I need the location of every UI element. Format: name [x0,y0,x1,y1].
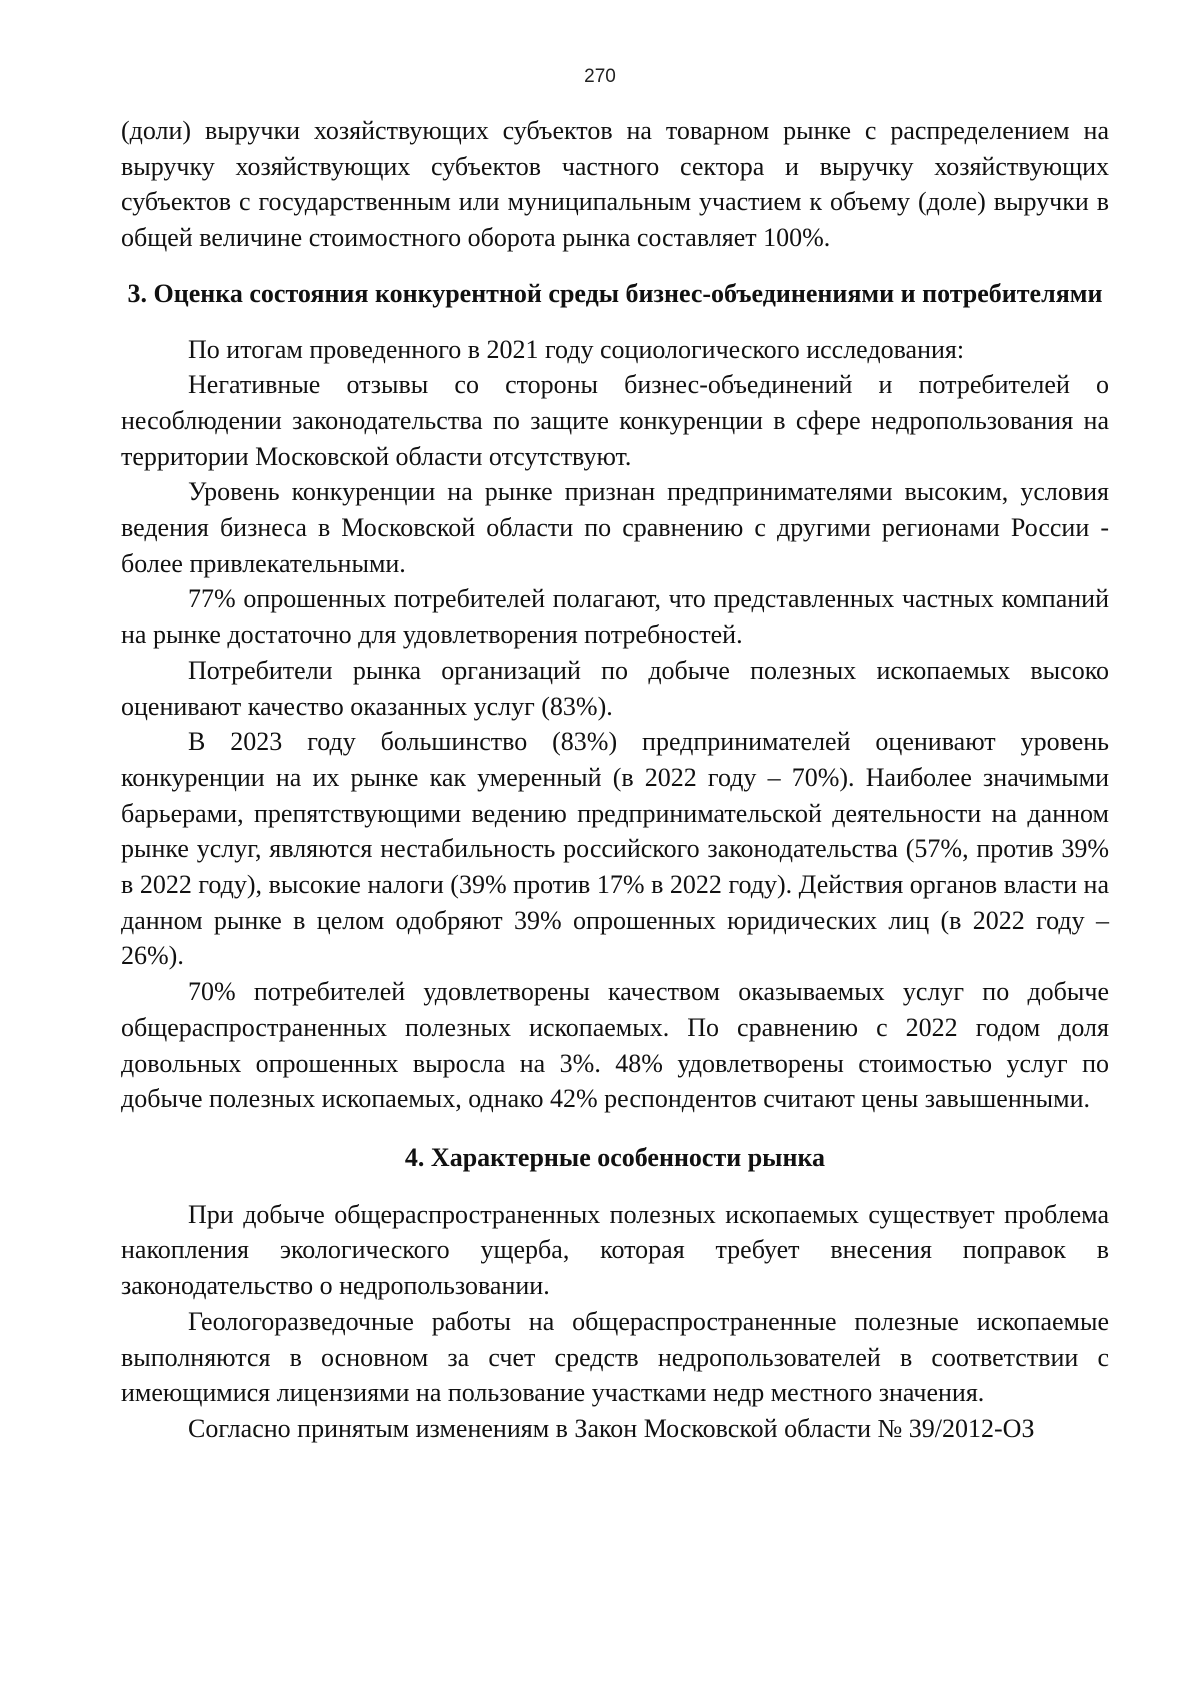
section-4-heading: 4. Характерные особенности рынка [404,1142,826,1172]
section-3-paragraph: 77% опрошенных потребителей полагают, что представленных частных компаний на рынке достаточно для удовлетворения потребностей. [121,584,1109,650]
document-body [121,113,1109,1447]
page-number: 270 [584,66,616,87]
section-3-paragraph: Уровень конкуренции на рынке признан предпринимателями высоким, условия ведения бизнеса в Московской области по сравнению с другими регионами России - более привлекательными. [121,477,1109,578]
section-3-paragraph: Негативные отзывы со стороны бизнес-объединений и потребителей о несоблюдении законодательства по защите конкуренции в сфере недропользования на территории Московской области отсутствуют. [121,370,1109,471]
section-3-paragraph: Потребители рынка организаций по добыче полезных ископаемых высоко оценивают качество оказанных услуг (83%). [121,655,1109,721]
section-4-paragraph: Согласно принятым изменениям в Закон Московской области № 39/2012-ОЗ [188,1413,1035,1443]
section-4-paragraph: Геологоразведочные работы на общераспространенные полезные ископаемые выполняются в основном за счет средств недропользователей в соответствии с имеющимися лицензиями на пользование участками недр местного значения. [121,1306,1109,1408]
section-3-paragraph: 70% потребителей удовлетворены качеством оказываемых услуг по добыче общераспространенных полезных ископаемых. По сравнению с 2022 годом доля довольных опрошенных выросла на 3%. 48% удовлетворены стоимостью услуг по добыче полезных ископаемых, однако 42% респондентов считают цены завышенными. [121,977,1109,1114]
intro-paragraph: (доли) выручки хозяйствующих субъектов на товарном рынке с распределением на выручку хозяйствующих субъектов частного сектора и выручку хозяйствующих субъектов с государственным или муниципальным участием к объему (доле) выручки в общей величине стоимостного оборота рынка составляет 100%. [121,116,1109,253]
section-3-paragraph: По итогам проведенного в 2021 году социологического исследования: [188,334,965,364]
section-3-paragraph: В 2023 году большинство (83%) предпринимателей оценивают уровень конкуренции на их рынке как умеренный (в 2022 году – 70%). Наиболее значимыми барьерами, препятствующими ведению предпринимательской деятельности на данном рынке услуг, являются нестабильность российского законодательства (57%, против 39% в 2022 году), высокие налоги (39% против 17% в 2022 году). Действия органов власти на данном рынке в целом одобряют 39% опрошенных юридических лиц (в 2022 году – 26%). [121,727,1109,971]
section-4-paragraph: При добыче общераспространенных полезных ископаемых существует проблема накопления экологического ущерба, которая требует внесения поправок в законодательство о недропользовании. [121,1199,1109,1301]
section-3-heading: 3. Оценка состояния конкурентной среды бизнес-объединениями и потребителями [127,278,1103,308]
